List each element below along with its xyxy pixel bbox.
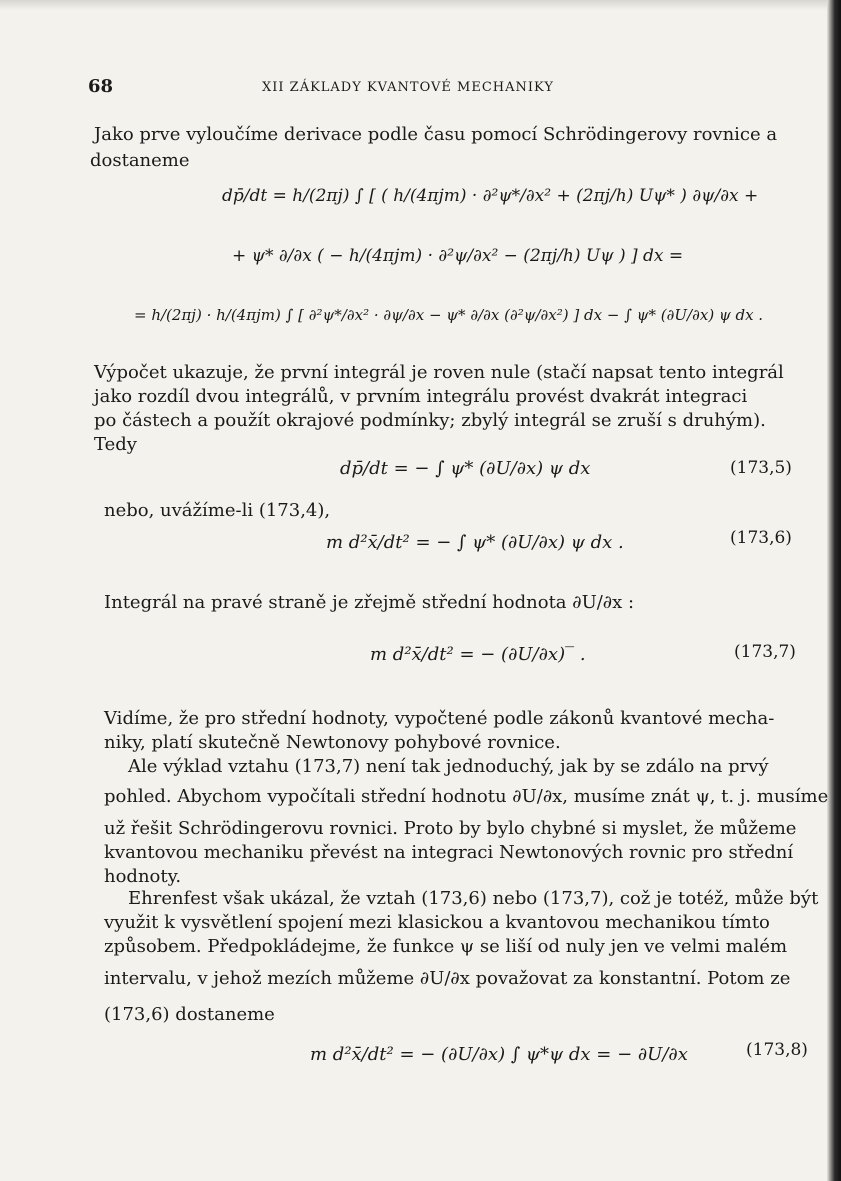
ale-line-2: pohled. Abychom vypočítali střední hodnotu ∂U/∂x, musíme znát ψ, t. j. musíme bbox=[104, 786, 829, 807]
vidime-line-2: niky, platí skutečně Newtonovy pohybové rovnice. bbox=[104, 732, 561, 753]
equation-number-173-5: (173,5) bbox=[730, 458, 792, 478]
ale-line-1: Ale výklad vztahu (173,7) není tak jednoduchý, jak by se zdálo na prvý bbox=[128, 756, 769, 777]
ehrenfest-line-4: intervalu, v jehož mezích můžeme ∂U/∂x považovat za konstantní. Potom ze bbox=[104, 968, 791, 989]
ehrenfest-line-3: způsobem. Předpokládejme, že funkce ψ se liší od nuly jen ve velmi malém bbox=[104, 936, 788, 957]
equation-173-7: m d²x̄/dt² = − (∂U/∂x)‾ . bbox=[370, 644, 586, 665]
intro-line-1: Jako prve vyloučíme derivace podle času pomocí Schrödingerovy rovnice a bbox=[94, 124, 778, 145]
intro-line-2: dostaneme bbox=[90, 150, 190, 171]
text-nebo: nebo, uvážíme-li (173,4), bbox=[104, 500, 331, 521]
equation-number-173-8: (173,8) bbox=[746, 1040, 808, 1060]
equation-number-173-7: (173,7) bbox=[734, 642, 796, 662]
equation-number-173-6: (173,6) bbox=[730, 528, 792, 548]
equation-main-row-3: = h/(2πj) · h/(4πjm) ∫ [ ∂²ψ*/∂x² · ∂ψ/∂x − ψ* ∂/∂x (∂²ψ/∂x²) ] dx − ∫ ψ* (∂U/∂x) ψ dx . bbox=[134, 306, 764, 324]
ale-line-5: hodnoty. bbox=[104, 866, 182, 887]
equation-main-row-2: + ψ* ∂/∂x ( − h/(4πjm) · ∂²ψ/∂x² − (2πj/h) Uψ ) ] dx = bbox=[232, 246, 684, 266]
text-integral-mean: Integrál na pravé straně je zřejmě střední hodnota ∂U/∂x : bbox=[104, 592, 635, 613]
page-binding-shadow bbox=[827, 0, 841, 1181]
ehrenfest-line-5: (173,6) dostaneme bbox=[104, 1004, 275, 1025]
equation-173-6: m d²x̄/dt² = − ∫ ψ* (∂U/∂x) ψ dx . bbox=[326, 532, 624, 553]
calc-line-2: jako rozdíl dvou integrálů, v prvním integrálu provést dvakrát integraci bbox=[94, 386, 748, 407]
ehrenfest-line-1: Ehrenfest však ukázal, že vztah (173,6) nebo (173,7), což je totéž, může být bbox=[128, 888, 819, 909]
page-number: 68 bbox=[88, 76, 114, 97]
ale-line-4: kvantovou mechaniku převést na integraci Newtonových rovnic pro střední bbox=[104, 842, 794, 863]
calc-line-1: Výpočet ukazuje, že první integrál je roven nule (stačí napsat tento integrál bbox=[94, 362, 784, 383]
ehrenfest-line-2: využit k vysvětlení spojení mezi klasickou a kvantovou mechanikou tímto bbox=[104, 912, 770, 933]
equation-main-row-1: dp̄/dt = h/(2πj) ∫ [ ( h/(4πjm) · ∂²ψ*/∂x² + (2πj/h) Uψ* ) ∂ψ/∂x + bbox=[222, 186, 759, 206]
running-title: XII ZÁKLADY KVANTOVÉ MECHANIKY bbox=[262, 80, 554, 95]
calc-line-3: po částech a použít okrajové podmínky; zbylý integrál se zruší s druhým). bbox=[94, 410, 766, 431]
vidime-line-1: Vidíme, že pro střední hodnoty, vypočtené podle zákonů kvantové mecha- bbox=[104, 708, 775, 729]
equation-173-5: dp̄/dt = − ∫ ψ* (∂U/∂x) ψ dx bbox=[340, 458, 591, 479]
calc-line-4: Tedy bbox=[94, 434, 137, 455]
ale-line-3: už řešit Schrödingerovu rovnici. Proto by bylo chybné si myslet, že můžeme bbox=[104, 818, 797, 839]
page-top-shadow bbox=[0, 0, 841, 10]
equation-173-8: m d²x̄/dt² = − (∂U/∂x) ∫ ψ*ψ dx = − ∂U/∂x bbox=[310, 1044, 688, 1065]
